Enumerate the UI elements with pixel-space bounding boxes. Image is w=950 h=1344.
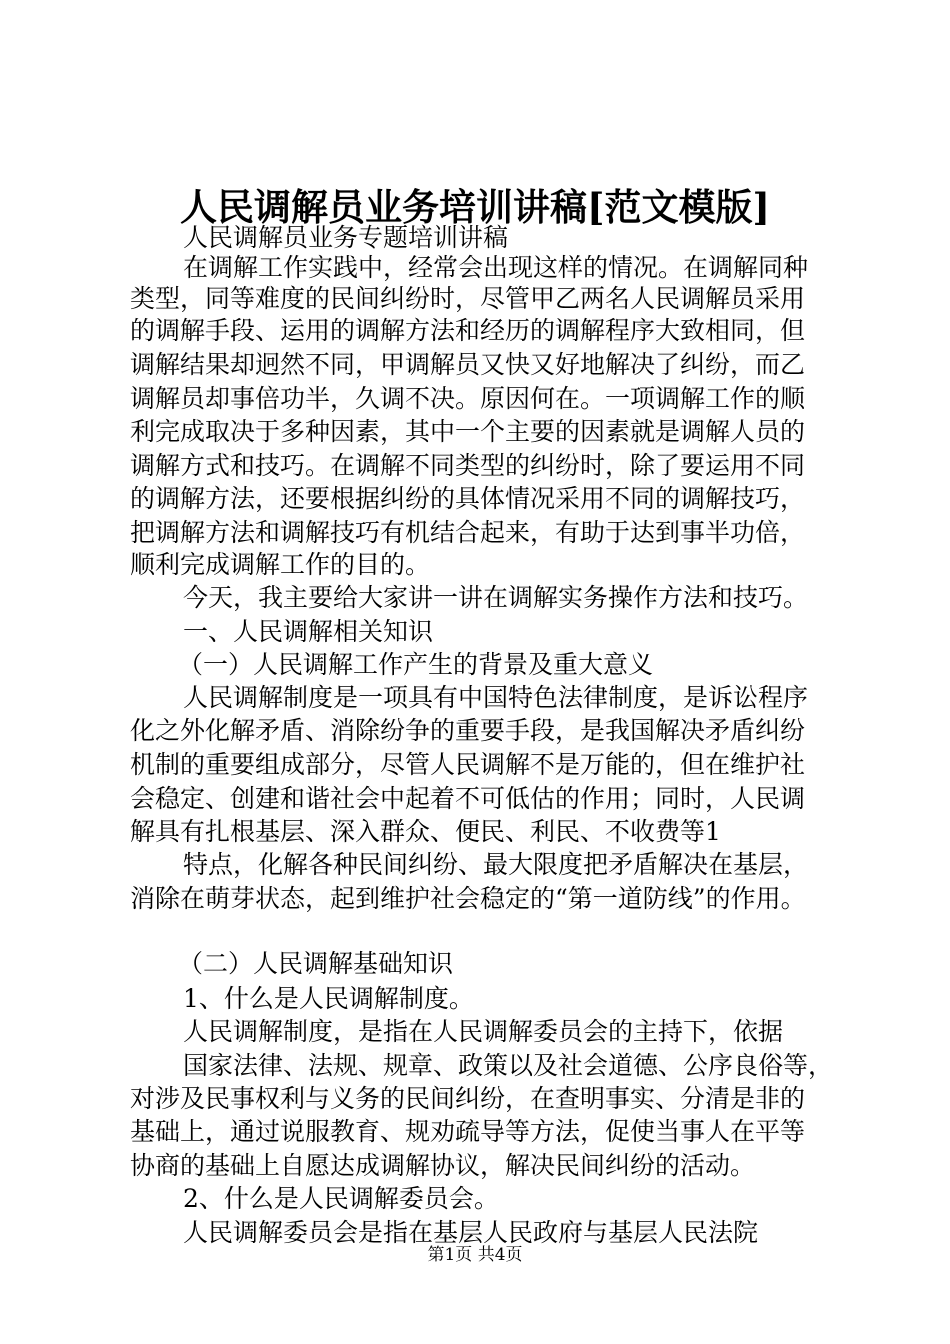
page-footer: 第1页 共4页: [427, 1245, 523, 1265]
body-line: 特点，化解各种民间纠纷、最大限度把矛盾解决在基层，: [183, 850, 809, 879]
body-line: 1、什么是人民调解制度。: [183, 984, 474, 1013]
body-line: 2、什么是人民调解委员会。: [183, 1184, 499, 1213]
body-line: 人民调解员业务专题培训讲稿: [183, 223, 509, 252]
body-line: 的调解手段、运用的调解方法和经历的调解程序大致相同，但: [130, 316, 806, 345]
document-title: 人民调解员业务培训讲稿[范文模版]: [179, 185, 770, 229]
body-line: 人民调解制度是一项具有中国特色法律制度，是诉讼程序: [183, 683, 809, 712]
body-line: 调解结果却迥然不同，甲调解员又快又好地解决了纠纷，而乙: [130, 350, 806, 379]
body-line: 人民调解委员会是指在基层人民政府与基层人民法院: [183, 1218, 759, 1247]
body-line: 对涉及民事权利与义务的民间纠纷，在查明事实、分清是非的: [130, 1084, 806, 1113]
section-heading: 一、人民调解相关知识: [183, 617, 434, 646]
body-line: 把调解方法和调解技巧有机结合起来，有助于达到事半功倍，: [130, 518, 806, 547]
body-line: 协商的基础上自愿达成调解协议，解决民间纠纷的活动。: [130, 1151, 756, 1180]
body-line: 调解方式和技巧。在调解不同类型的纠纷时，除了要运用不同: [130, 451, 806, 480]
body-line: 机制的重要组成部分，尽管人民调解不是万能的，但在维护社: [130, 750, 806, 779]
body-line: 类型，同等难度的民间纠纷时，尽管甲乙两名人民调解员采用: [130, 284, 806, 313]
body-line: 化之外化解矛盾、消除纷争的重要手段，是我国解决矛盾纠纷: [130, 716, 806, 745]
body-line: 会稳定、创建和谐社会中起着不可低估的作用；同时，人民调: [130, 784, 806, 813]
body-line: 基础上，通过说服教育、规劝疏导等方法，促使当事人在平等: [130, 1117, 806, 1146]
body-line: 国家法律、法规、规章、政策以及社会道德、公序良俗等，: [183, 1051, 834, 1080]
body-line: 调解员却事倍功半，久调不决。原因何在。一项调解工作的顺: [130, 384, 806, 413]
body-line: 在调解工作实践中，经常会出现这样的情况。在调解同种: [183, 253, 809, 282]
body-line: 利完成取决于多种因素，其中一个主要的因素就是调解人员的: [130, 417, 806, 446]
body-line: 人民调解制度，是指在人民调解委员会的主持下，依据: [183, 1017, 784, 1046]
body-line: 的调解方法，还要根据纠纷的具体情况采用不同的调解技巧，: [130, 484, 806, 513]
body-line: 解具有扎根基层、深入群众、便民、利民、不收费等1: [130, 817, 721, 846]
body-line: 顺利完成调解工作的目的。: [130, 550, 431, 579]
subsection-heading: （二）人民调解基础知识: [178, 949, 454, 978]
subsection-heading: （一）人民调解工作产生的背景及重大意义: [178, 650, 654, 679]
body-line: 今天，我主要给大家讲一讲在调解实务操作方法和技巧。: [183, 583, 809, 612]
body-line: 消除在萌芽状态，起到维护社会稳定的“第一道防线”的作用。: [130, 884, 806, 913]
